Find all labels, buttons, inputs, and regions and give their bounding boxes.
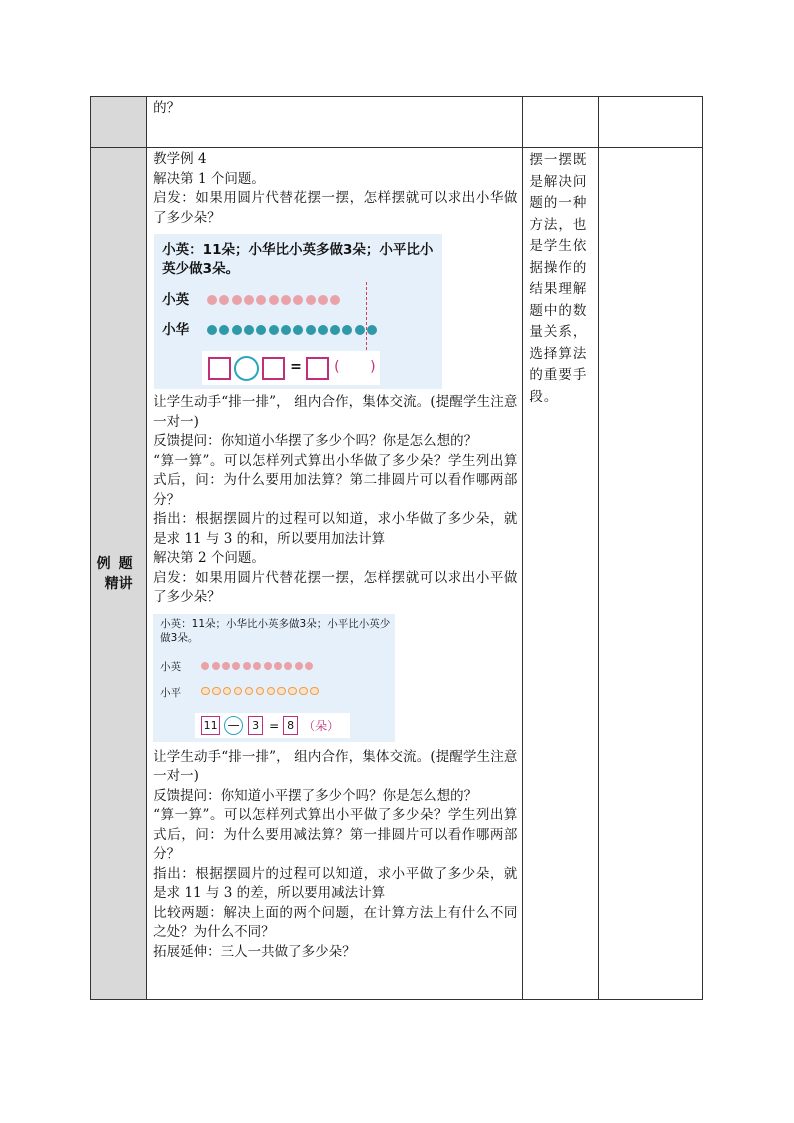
- circle-piece: [201, 687, 210, 696]
- circle-piece: [222, 662, 230, 670]
- row-label: 小英: [162, 292, 190, 308]
- dashed-divider: [366, 282, 367, 350]
- circle-piece: [305, 662, 313, 670]
- paragraph: 让学生动手“排一排”， 组内合作，集体交流。(提醒学生注意一对一): [153, 748, 518, 784]
- paragraph: 启发：如果用圆片代替花摆一摆，怎样摆就可以求出小平做了多少朵？: [153, 569, 518, 605]
- continued-text: 的？: [153, 100, 181, 116]
- circle-piece: [244, 325, 254, 335]
- circle-piece: [256, 295, 266, 305]
- table-row: [91, 97, 703, 148]
- circle-piece: [293, 325, 303, 335]
- notes-cell: [523, 148, 598, 1000]
- unit-label: （朵）: [303, 718, 340, 733]
- paragraph: “算一算”。可以怎样列式算出小华做了多少朵？学生列出算式后，问：为什么要用加法算？第二排圆片可以看作哪两部分？: [153, 452, 518, 508]
- circle-piece: [274, 662, 282, 670]
- circle-piece: [244, 295, 254, 305]
- circle-row-pink: [201, 662, 313, 670]
- lesson-table: [90, 96, 703, 1000]
- circle-piece: [281, 295, 291, 305]
- circle-piece: [330, 295, 340, 305]
- number-box: 3: [248, 716, 263, 735]
- blank-square: [262, 357, 285, 380]
- result-box: 8: [283, 716, 298, 735]
- circle-piece: [232, 295, 242, 305]
- circle-row-pink: [207, 295, 340, 305]
- paragraph: 比较两题：解决上面的两个问题，在计算方法上有什么不同之处？为什么不同？: [153, 904, 518, 940]
- circle-piece: [277, 687, 286, 696]
- circle-piece: [318, 295, 328, 305]
- figure-problem-text: 小英：11朵；小华比小英多做3朵；小平比小英少做3朵。: [160, 617, 391, 644]
- circle-piece: [306, 295, 316, 305]
- blank-square: [306, 357, 329, 380]
- equation-box: [202, 351, 380, 385]
- table-row: [91, 148, 703, 1000]
- content-cell: [147, 97, 523, 148]
- circle-piece: [299, 687, 308, 696]
- circle-piece: [212, 687, 221, 696]
- circle-piece: [223, 687, 232, 696]
- circle-piece: [264, 662, 272, 670]
- row-label: 小华: [162, 322, 190, 338]
- label-cell: [91, 97, 147, 148]
- circle-piece: [267, 687, 276, 696]
- paragraph: 拓展延伸：三人一共做了多少朵？: [153, 943, 356, 960]
- content-cell: [147, 148, 523, 1000]
- circle-piece: [355, 325, 365, 335]
- circle-piece: [281, 325, 291, 335]
- circle-piece: [295, 662, 303, 670]
- circle-row-orange: [201, 687, 318, 696]
- circle-piece: [207, 295, 217, 305]
- circle-piece: [219, 295, 229, 305]
- paragraph: 启发：如果用圆片代替花摆一摆，怎样摆就可以求出小华做了多少朵？: [153, 190, 518, 226]
- equals-sign: =: [269, 718, 280, 733]
- row-label: 小平: [160, 686, 182, 699]
- paragraph: 指出：根据摆圆片的过程可以知道，求小华做了多少朵，就是求 11 与 3 的和，所以要用加法计算: [153, 511, 518, 547]
- lesson-content: [147, 148, 522, 962]
- operator-circle: —: [224, 716, 243, 735]
- label-cell: [91, 148, 147, 1000]
- paragraph: 指出：根据摆圆片的过程可以知道，求小平做了多少朵，就是求 11 与 3 的差，所以要用减法计算: [153, 865, 518, 901]
- extra-cell: [598, 97, 702, 148]
- paren-open: (: [334, 359, 340, 375]
- paragraph: 解决第 2 个问题。: [153, 550, 265, 566]
- circle-piece: [269, 295, 279, 305]
- circle-piece: [201, 662, 209, 670]
- blank-square: [208, 357, 231, 380]
- equals-sign: =: [290, 359, 302, 375]
- extra-cell: [598, 148, 702, 1000]
- paragraph: 让学生动手“排一排”， 组内合作，集体交流。(提醒学生注意一对一): [153, 394, 518, 430]
- teaching-note: 摆一摆既是解决问题的一种方法，也是学生依据操作的结果理解题中的数量关系，选择算法的重要手段。: [529, 152, 588, 405]
- circle-piece: [330, 325, 340, 335]
- number-box: 11: [201, 716, 220, 735]
- paragraph: 解决第 1 个问题。: [153, 170, 265, 187]
- figure-problem-text: 小英：11朵；小华比小英多做3朵；小平比小英少做3朵。: [162, 242, 434, 277]
- circle-piece: [306, 325, 316, 335]
- circle-piece: [212, 662, 220, 670]
- circle-piece: [342, 325, 352, 335]
- example-figure-1: [154, 234, 442, 389]
- circle-piece: [219, 325, 229, 335]
- paragraph: “算一算”。可以怎样列式算出小平做了多少朵？学生列出算式后，问：为什么要用减法算？第一排圆片可以看作哪两部分？: [153, 807, 518, 862]
- circle-piece: [269, 325, 279, 335]
- blank-circle: [234, 356, 259, 381]
- circle-piece: [253, 662, 261, 670]
- section-label-line: 例题: [96, 555, 141, 572]
- circle-piece: [284, 662, 292, 670]
- equation-box: [195, 713, 350, 738]
- circle-piece: [245, 687, 254, 696]
- circle-piece: [293, 295, 303, 305]
- circle-piece: [234, 687, 243, 696]
- circle-piece: [367, 325, 377, 335]
- circle-piece: [207, 325, 217, 335]
- circle-piece: [310, 687, 319, 696]
- circle-piece: [243, 662, 251, 670]
- example-figure-2: [153, 614, 395, 742]
- circle-piece: [318, 325, 328, 335]
- paren-close: ): [370, 359, 376, 375]
- section-label-line: 精讲: [104, 575, 133, 592]
- paragraph: 教学例 4: [153, 151, 207, 167]
- paragraph: 反馈提问：你知道小平摆了多少个吗？你是怎么想的？: [153, 787, 478, 804]
- circle-piece: [256, 325, 266, 335]
- circle-piece: [232, 325, 242, 335]
- circle-piece: [232, 662, 240, 670]
- section-label: [91, 554, 146, 594]
- row-label: 小英: [160, 660, 182, 673]
- circle-piece: [256, 687, 265, 696]
- circle-piece: [288, 687, 297, 696]
- circle-row-teal: [207, 325, 377, 335]
- notes-cell: [523, 97, 598, 148]
- paragraph: 反馈提问：你知道小华摆了多少个吗？你是怎么想的？: [153, 433, 478, 449]
